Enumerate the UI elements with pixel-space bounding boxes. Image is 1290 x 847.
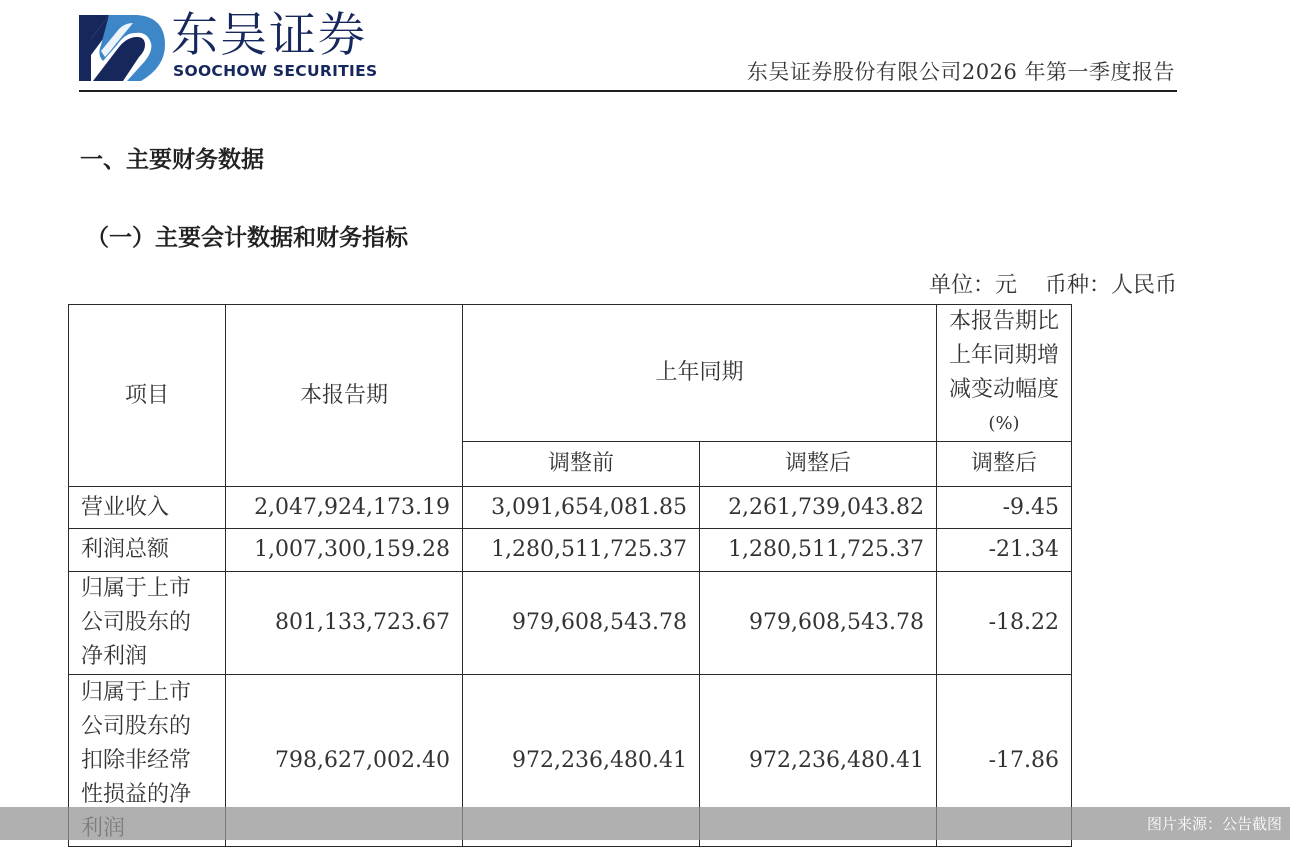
row-item-line: 性损益的净 <box>81 781 192 807</box>
header-change-pct <box>937 305 1072 442</box>
row-item-line: 公司股东的 <box>81 713 192 739</box>
section-subtitle: （一）主要会计数据和财务指标 <box>86 225 408 251</box>
source-overlay-bar <box>0 807 1290 840</box>
soochow-logo-icon <box>79 15 165 81</box>
row-change: -18.22 <box>937 572 1072 675</box>
header-item: 项目 <box>69 305 226 487</box>
row-before: 972,236,480.41 <box>463 675 700 847</box>
row-change: -17.86 <box>937 675 1072 847</box>
report-title: 东吴证券股份有限公司2026 年第一季度报告 <box>746 60 1175 84</box>
financial-data-table <box>68 304 1072 847</box>
row-item-line: 公司股东的 <box>81 610 192 635</box>
row-before: 979,608,543.78 <box>463 572 700 675</box>
row-item-line: 归属于上市 <box>81 679 192 705</box>
table-row <box>69 529 1072 572</box>
row-current: 801,133,723.67 <box>226 572 463 675</box>
row-after: 1,280,511,725.37 <box>700 529 937 572</box>
currency-label: 币种：人民币 <box>1044 273 1177 298</box>
header-before-adjustment: 调整前 <box>463 442 700 487</box>
row-before: 1,280,511,725.37 <box>463 529 700 572</box>
logo-english-name: SOOCHOW SECURITIES <box>173 62 378 80</box>
table-row <box>69 487 1072 529</box>
header-current-period: 本报告期 <box>226 305 463 487</box>
row-current: 798,627,002.40 <box>226 675 463 847</box>
row-item <box>69 487 226 529</box>
image-source-note: 图片来源：公告截图 <box>1146 815 1282 833</box>
row-before: 3,091,654,081.85 <box>463 487 700 529</box>
row-item <box>69 572 226 675</box>
row-current: 1,007,300,159.28 <box>226 529 463 572</box>
row-after: 2,261,739,043.82 <box>700 487 937 529</box>
header-change-line: (%) <box>988 413 1020 434</box>
header-change-after-adjustment: 调整后 <box>937 442 1072 487</box>
row-after: 979,608,543.78 <box>700 572 937 675</box>
table-row <box>69 572 1072 675</box>
unit-label: 单位：元 <box>928 273 1017 298</box>
row-item <box>69 529 226 572</box>
row-item-line: 净利润 <box>81 644 148 669</box>
row-item-line: 归属于上市 <box>81 576 192 601</box>
header-after-adjustment: 调整后 <box>700 442 937 487</box>
report-header <box>79 10 1177 92</box>
header-prior-year-period: 上年同期 <box>463 305 937 442</box>
row-change: -9.45 <box>937 487 1072 529</box>
header-change-line: 本报告期比 <box>949 309 1060 334</box>
row-change: -21.34 <box>937 529 1072 572</box>
row-after: 972,236,480.41 <box>700 675 937 847</box>
row-item-line: 营业收入 <box>81 494 170 520</box>
header-change-line: 上年同期增 <box>949 343 1060 368</box>
row-item-line: 扣除非经常 <box>81 747 192 773</box>
row-item-line: 利润总额 <box>81 537 170 562</box>
header-change-line: 减变动幅度 <box>949 377 1060 402</box>
row-current: 2,047,924,173.19 <box>226 487 463 529</box>
logo-chinese-name: 东吴证券 <box>171 8 367 63</box>
section-title: 一、主要财务数据 <box>80 147 264 173</box>
unit-currency-line <box>929 268 1177 299</box>
